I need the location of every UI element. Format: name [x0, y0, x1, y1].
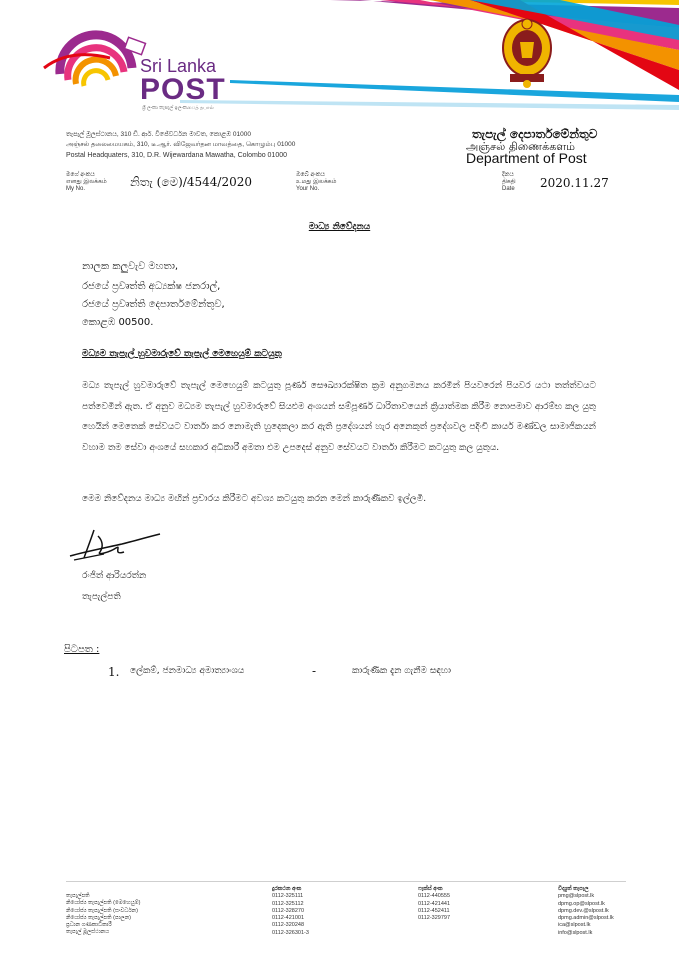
national-emblem-icon: [498, 14, 556, 90]
date-value: 2020.11.27: [540, 176, 609, 190]
footer-titles: තැපැල්පති නියෝජ්‍ය තැපැල්පති (මෙහෙයුම්) නියෝජ්‍ය තැපැල්පති (සංවර්ධන) නියෝජ්‍ය තැපැල්පති (පාලන) ප්‍රධාන ගණකාධිකාරී තැපැල් මූලස්ථානය: [66, 893, 141, 936]
department-name-sinhala: තැපැල් දෙපාර්තමේන්තුව: [472, 127, 598, 141]
recipient-line: නාලක කලුවැව මහතා,: [82, 261, 179, 272]
recipient-line: කොළඹ 00500.: [82, 317, 154, 328]
letter-paragraph: මධ්‍ය තැපැල් හුවමාරුවේ තැපැල් මෙහෙයුම් කටයුතු පූර්ණ සෞඛ්‍යාරක්ෂිත ක්‍රම අනුගමනය කරමින් පියවරෙන් පියවර යථා තත්ත්වයට පත්වෙමින් ඇත. ඒ අනුව මධ්‍යම තැපැල් හුවමාරුවේ සියළුම අංශයන් සම්පූර්ණ ධාරිතාවයෙන් ක්‍රියාත්මක කිරීම නොපමාව ආරම්භ කල යුතු හෙයින් මෙතෙක් සේවයට වාර්තා කර නොමැති හුදෙකලා කර ඇති ප්‍රදේශයන් හැර අනෙකුත් ප්‍රදේශවල පදිංචි කාර්ය මණ්ඩල සාමාජිකයන් වහාම තම සේවා අංශයේ සහකාර අධිකාරී අමතා එම උපදෙස් අනුව සේවයට වාර්තා කිරීමට කටයුතු කල යුතුය.: [82, 381, 596, 453]
signature: [64, 522, 174, 566]
logo-tagline: ශ්‍රී ලංකා තැපැල් ඉලංකைத் தபால்: [142, 105, 214, 111]
recipient-line: රජයේ ප්‍රවෘත්ති දෙපාර්තමේන්තුව,: [82, 299, 225, 310]
my-no-label: මගේ අංකය எனது இலக்கம் My No.: [66, 172, 107, 192]
address-sinhala: තැපැල් මූලස්ථානය, 310 ඩී. ආර්. විජේවර්ධන මාවත, කොළඹ 01000: [66, 131, 251, 138]
signer-title: තැපැල්පති: [82, 592, 121, 602]
department-name-tamil: அஞ்சல் திணைக்களம்: [466, 140, 576, 153]
footer-emails: විද්‍යුත් තැපෑල pmg@slpost.lk dpmg.op@slpost.lk dpmg.dev.@slpost.lk dpmg.admin@slpost.lk ica@slpost.lk info@slpost.lk: [558, 886, 614, 936]
letter-heading: මාධ්‍ය නිවේදනය: [308, 222, 371, 232]
my-no-value: නිතැ (මෙ)/4544/2020: [130, 175, 252, 189]
logo-name: Sri Lanka: [140, 56, 217, 76]
footer-phones: දුරකථන අංක 0112-325111 0112-325112 0112-328270 0112-421001 0112-320248 0112-326301-3: [272, 886, 309, 936]
your-no-label: ඔබේ අංකය உமது இலக்கம் Your No.: [296, 172, 337, 192]
copy-dash: -: [312, 664, 317, 678]
signer-name: රංජිත් ආරියරත්න: [82, 571, 147, 581]
copy-purpose: කාරුණික දැන ගැනීම සඳහා: [352, 666, 451, 676]
department-name-english: Department of Post: [466, 150, 587, 166]
letter-request: මෙම නිවේදනය මාධ්‍ය මඟින් ප්‍රචාරය කිරීමට අවශ්‍ය කටයුතු කරන මෙන් කාරුණිකව ඉල්ලමි.: [82, 494, 427, 504]
letter-subject: මධ්‍යම තැපැල් හුවමාරුවේ තැපැල් මෙහෙයුම් කටයුතු: [82, 349, 282, 359]
date-label: දිනය திகதி Date: [502, 172, 516, 192]
footer-divider: [66, 881, 626, 882]
logo-post: POST: [140, 73, 226, 106]
address-tamil: அஞ்சல் தலைமையகம், 310, டீ.ஆர். விஜேவர்தன மாவத்தை, கொழும்பு 01000: [66, 141, 296, 148]
copy-recipient: ලේකම්, ජනමාධ්‍ය අමාත්‍යාංශය: [130, 666, 245, 676]
copy-number: 1.: [108, 665, 120, 679]
footer-faxes: ෆැක්ස් අංක 0112-440555 0112-421441 0112-452411 0112-329797: [418, 886, 451, 922]
copies-label: පිටපත :: [64, 644, 100, 655]
recipient-line: රජයේ ප්‍රවෘත්ති අධ්‍යක්ෂ ජනරාල්,: [82, 281, 221, 292]
address-english: Postal Headquaters, 310, D.R. Wijewardana Mawatha, Colombo 01000: [66, 152, 288, 159]
